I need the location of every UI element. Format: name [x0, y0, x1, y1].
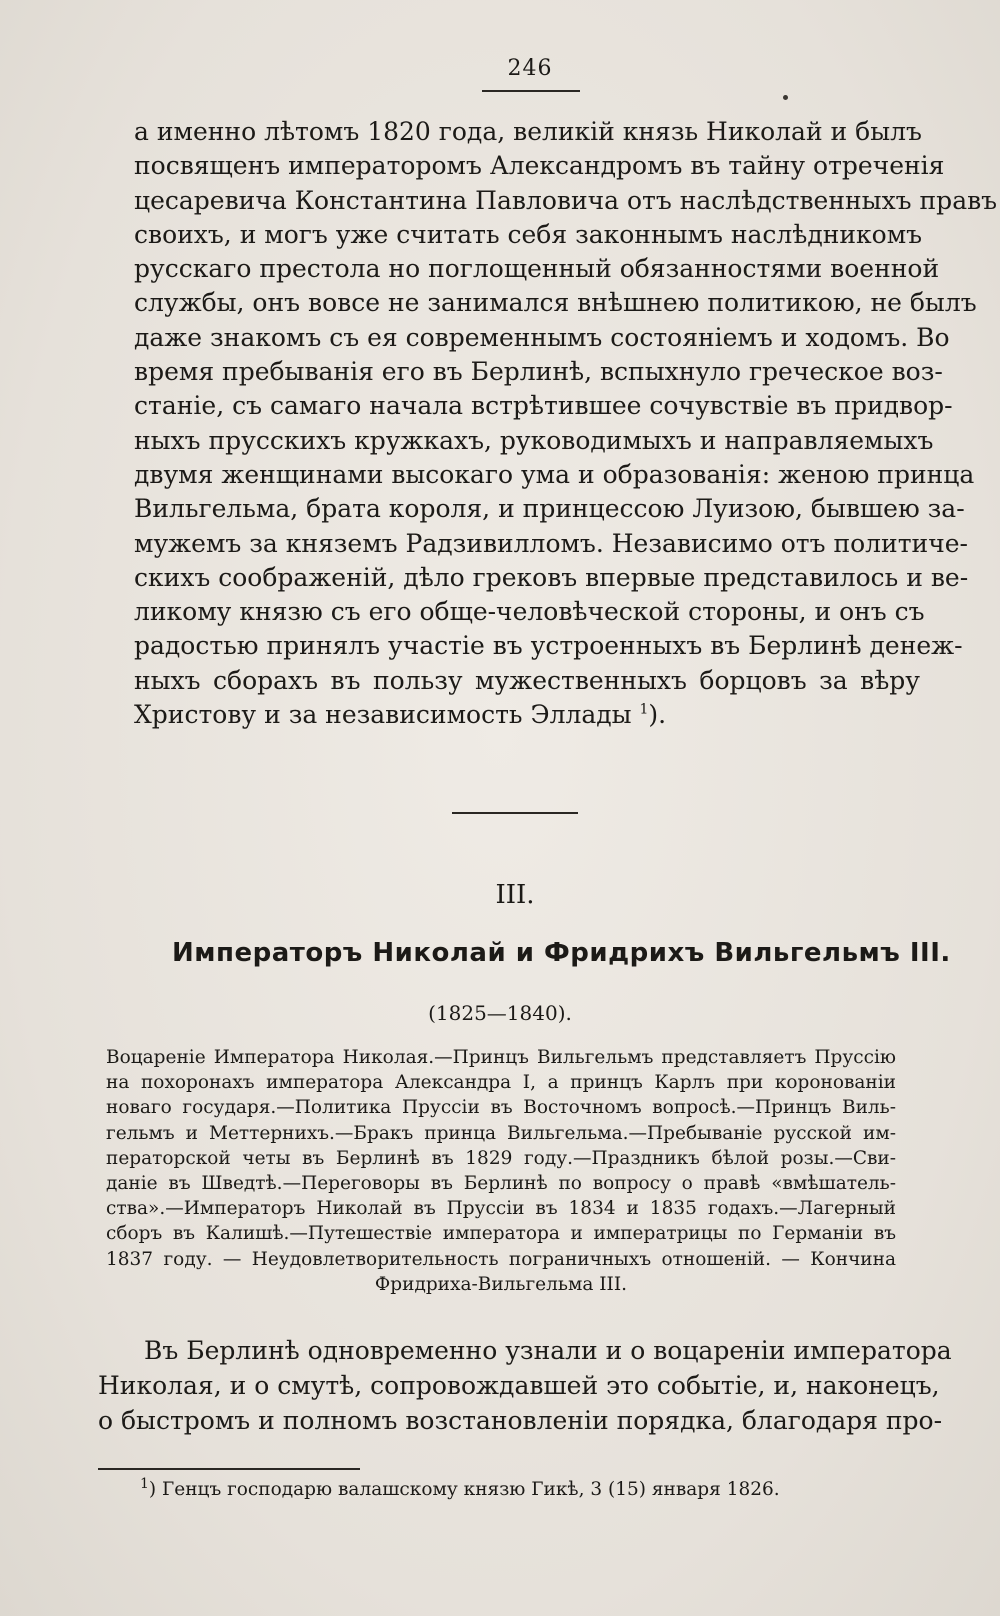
print-speck [783, 95, 788, 100]
footnote-text: ) Генцъ господарю валашскому князю Гикѣ, 3 (15) января 1826. [148, 1479, 780, 1500]
body-last-line [134, 698, 920, 732]
body-paragraph-2 [98, 1333, 952, 1438]
body-line: ликому князю съ его обще-человѣческой стороны, и онъ съ [134, 597, 925, 627]
summary-line: Воцареніе Императора Николая.—Принцъ Вильгельмъ представляетъ Пруссію [106, 1047, 896, 1068]
summary-line: ператорской четы въ Берлинѣ въ 1829 году.—Праздникъ бѣлой розы.—Сви- [106, 1147, 896, 1169]
body-line: даже знакомъ съ ея современнымъ состояніемъ и ходомъ. Во [134, 322, 950, 352]
body-line: посвященъ императоромъ Александромъ въ тайну отреченія [134, 151, 945, 181]
summary-line: сборъ въ Калишѣ.—Путешествіе императора и императрицы по Германіи въ [106, 1223, 896, 1245]
body-last-line-end: ). [648, 700, 667, 730]
summary-line: даніе въ Шведтѣ.—Переговоры въ Берлинѣ по вопросу о правѣ «вмѣшатель- [106, 1173, 896, 1195]
body-line: время пребыванія его въ Берлинѣ, вспыхнуло греческое воз- [134, 357, 943, 387]
body-line: ныхъ прусскихъ кружкахъ, руководимыхъ и направляемыхъ [134, 425, 934, 455]
summary-line: ства».—Императоръ Николай въ Пруссіи въ 1834 и 1835 годахъ.—Лагерный [106, 1198, 896, 1220]
body-line: а именно лѣтомъ 1820 года, великій князь Николай и былъ [134, 117, 922, 146]
page-number-rule [482, 90, 580, 92]
body-line: радостью принялъ участіе въ устроенныхъ въ Берлинѣ денеж- [134, 631, 963, 661]
body-line: своихъ, и могъ уже считать себя законнымъ наслѣдникомъ [134, 219, 923, 249]
footnote-rule [98, 1468, 360, 1470]
footnote [140, 1475, 860, 1500]
chapter-summary [106, 1045, 896, 1297]
page-number: 246 [507, 56, 553, 81]
body-line: скихъ соображеній, дѣло грековъ впервые представилось и ве- [134, 562, 969, 592]
summary-line: гельмъ и Меттернихъ.—Бракъ принца Вильгельма.—Пребываніе русской им- [106, 1122, 896, 1144]
body2-line: Въ Берлинѣ одновременно узнали и о воцареніи императора [144, 1336, 952, 1365]
summary-line: новаго государя.—Политика Пруссіи въ Восточномъ вопросѣ.—Принцъ Виль- [106, 1097, 896, 1119]
body-paragraph [134, 115, 998, 732]
body2-line: о быстромъ и полномъ возстановленіи порядка, благодаря про- [98, 1406, 943, 1435]
section-divider [452, 812, 578, 814]
summary-line: на похоронахъ императора Александра I, а принцъ Карлъ при коронованіи [106, 1072, 896, 1094]
chapter-date-range: (1825—1840). [428, 1001, 572, 1025]
body-line: Вильгельма, брата короля, и принцессою Луизою, бывшею за- [134, 494, 965, 524]
body-line: ныхъ сборахъ въ пользу мужественныхъ борцовъ за вѣру [134, 665, 920, 695]
footnote-reference: 1 [639, 701, 649, 718]
body2-line: Николая, и о смутѣ, сопровождавшей это событіе, и, наконецъ, [98, 1371, 940, 1400]
body-line: цесаревича Константина Павловича отъ наслѣдственныхъ правъ [134, 185, 998, 215]
body-line: службы, онъ вовсе не занимался внѣшнею политикою, не былъ [134, 288, 977, 318]
body-line: мужемъ за княземъ Радзивилломъ. Независимо отъ политиче- [134, 528, 968, 558]
chapter-title: Императоръ Николай и Фридрихъ Вильгельмъ III. [172, 938, 951, 968]
summary-line: 1837 году. — Неудовлетворительность пограничныхъ отношеній. — Кончина [106, 1248, 896, 1270]
body-line: станіе, съ самаго начала встрѣтившее сочувствіе въ придвор- [134, 391, 953, 421]
body-line: русскаго престола но поглощенный обязанностями военной [134, 254, 940, 284]
summary-last-line: Фридриха-Вильгельма III. [374, 1273, 628, 1295]
body-line: двумя женщинами высокаго ума и образованія: женою принца [134, 459, 975, 489]
footnote-marker: 1 [140, 1475, 149, 1492]
body-last-line-text: Христову и за независимость Эллады [134, 700, 632, 730]
section-numeral: III. [495, 880, 535, 910]
